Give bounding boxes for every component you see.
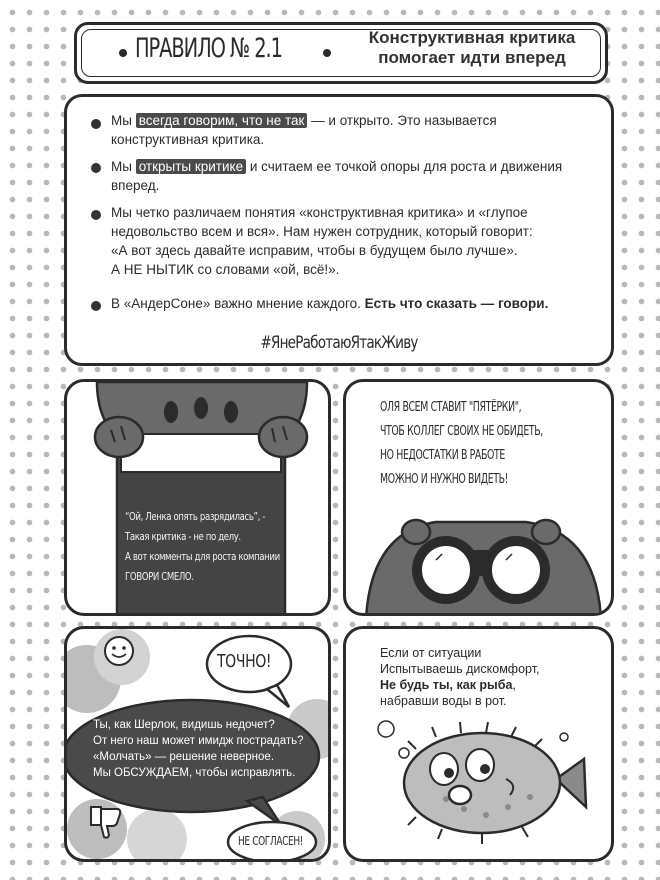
binoculars-caption-line4: МОЖНО И НУЖНО ВИДЕТЬ! [380, 472, 509, 487]
rule-item-3-line3: «А вот здесь давайте исправим, чтобы в будущем было лучше». [111, 243, 518, 258]
rule-item-3-line1: Мы четко различаем понятия «конструктивная критика» и «глупое [111, 205, 528, 220]
comic-panel-binoculars [343, 379, 614, 616]
main-bubble-line2: От него наш может имидж пострадать? [93, 735, 304, 747]
hashtag: #ЯнеРаботаюЯтакЖиву [260, 333, 418, 353]
bubble-top-text: ТОЧНО! [217, 651, 272, 672]
sign-text-line3: А вот комменты для роста компании [125, 550, 280, 563]
sign-text [125, 507, 280, 587]
main-bubble-line1: Ты, как Шерлок, видишь недочет? [93, 719, 275, 731]
rule-item-1 [111, 111, 581, 149]
comic-panel-bubbles [64, 626, 331, 862]
main-bubble-line3: «Молчать» — решение неверное. [93, 751, 275, 763]
title-dot-right [323, 49, 331, 57]
binoculars-creature-illustration [346, 382, 614, 616]
fish-caption-line2: Испытываешь дискомфорт, [380, 662, 540, 676]
bullet-icon [91, 119, 101, 129]
bubble-bottom-text: НЕ СОГЛАСЕН! [238, 834, 303, 848]
binoculars-caption-line2: ЧТОБ КОЛЛЕГ СВОИХ НЕ ОБИДЕТЬ, [380, 424, 543, 439]
bullet-icon [91, 301, 101, 311]
rule-item-2-pre: Мы [111, 159, 136, 174]
bullet-icon [91, 163, 101, 173]
rule-subtitle-line1: Конструктивная критика [368, 28, 576, 47]
sign-text-line4: ГОВОРИ СМЕЛО. [125, 570, 194, 583]
binoculars-caption-line1: ОЛЯ ВСЕМ СТАВИТ "ПЯТЁРКИ", [380, 400, 522, 415]
rule-header [74, 22, 608, 84]
fish-caption-line3-bold: Не будь ты, как рыба [380, 678, 513, 692]
rule-item-1-post: — и открыто. Это называется конструктивная критика. [111, 113, 497, 147]
rule-item-4-pre: В «АндерСоне» важно мнение каждого. [111, 296, 365, 311]
rule-item-1-pre: Мы [111, 113, 136, 128]
rule-item-2-post: и считаем ее точкой опоры для роста и движения вперед. [111, 159, 563, 193]
rules-box [64, 94, 614, 366]
rule-item-3 [111, 203, 601, 279]
pufferfish-illustration [346, 629, 614, 862]
rule-item-2-highlight: открыты критике [136, 159, 246, 174]
rule-item-4 [111, 294, 601, 313]
rule-item-1-highlight: всегда говорим, что не так [136, 113, 308, 128]
title-dot-left [119, 49, 127, 57]
sign-text-line2: Такая критика - не по делу. [125, 530, 241, 543]
main-bubble-line4: Мы ОБСУЖДАЕМ, чтобы исправлять. [93, 767, 296, 779]
fish-caption-line3-rest: , [512, 678, 516, 692]
rule-item-2 [111, 157, 581, 195]
main-bubble-text [93, 717, 304, 781]
rule-subtitle-line2: помогает идти вперед [378, 48, 566, 67]
comic-panel-sign [64, 379, 331, 616]
bullet-icon [91, 210, 101, 220]
binoculars-caption-line3: НО НЕДОСТАТКИ В РАБОТЕ [380, 448, 505, 463]
comic-panel-fish [343, 626, 614, 862]
rule-item-4-bold: Есть что сказать — говори. [364, 296, 549, 311]
rule-title: ПРАВИЛО № 2.1 [135, 33, 282, 64]
rule-item-3-line2: недовольство всем и вся». Нам нужен сотрудник, который говорит: [111, 224, 533, 239]
fish-caption-line4: набравши воды в рот. [380, 694, 507, 708]
rule-item-3-line4: А НЕ НЫТИК со словами «ой, всё!». [111, 262, 340, 277]
sign-text-line1: “Ой, Ленка опять разрядилась”, - [125, 510, 265, 523]
fish-caption-line1: Если от ситуации [380, 646, 482, 660]
rule-subtitle [341, 28, 603, 68]
